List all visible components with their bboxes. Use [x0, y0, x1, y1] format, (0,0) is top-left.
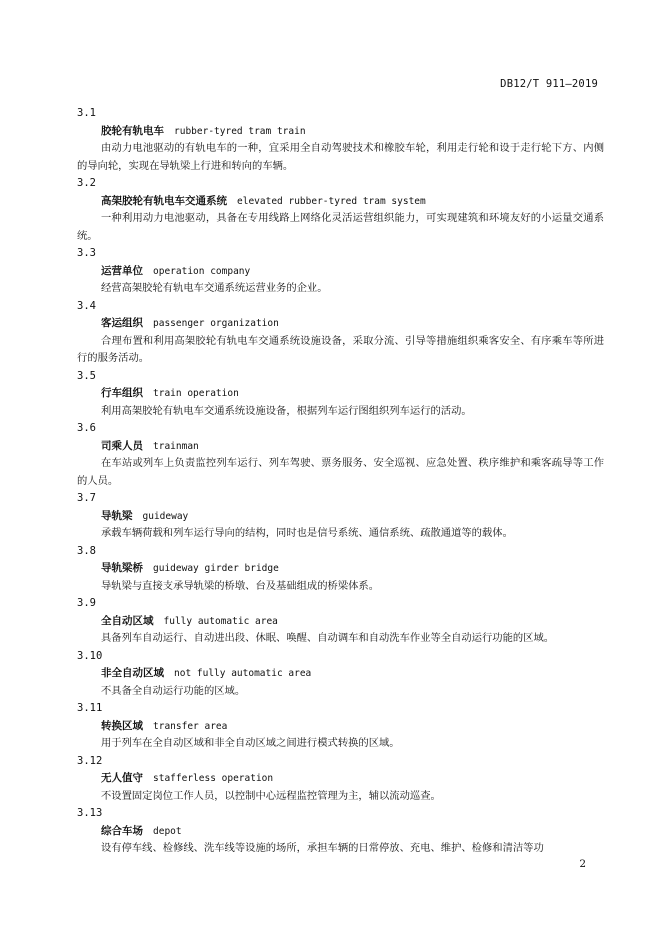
term-definition: 由动力电池驱动的有轨电车的一种，宜采用全自动驾驶技术和橡胶车轮，利用走行轮和设于走行轮下方、内侧的导向轮，实现在导轨梁上行进和转向的车辆。: [77, 142, 604, 172]
term-entry: [77, 805, 604, 858]
term-heading: [77, 560, 604, 578]
term-entry: [77, 490, 604, 543]
term-entry: [77, 245, 604, 298]
term-entries: [77, 105, 604, 858]
term-english: stafferless operation: [153, 773, 274, 784]
term-number: 3.10: [77, 649, 103, 662]
term-english: train operation: [153, 388, 239, 399]
term-definition: 不具备全自动运行功能的区域。: [101, 684, 246, 697]
term-chinese: 运营单位: [101, 264, 143, 277]
term-chinese: 客运组织: [101, 317, 143, 329]
term-chinese: 行车组织: [101, 387, 143, 399]
term-heading: [77, 665, 604, 683]
term-chinese: 无人值守: [101, 772, 143, 784]
term-definition: 承载车辆荷载和列车运行导向的结构，同时也是信号系统、通信系统、疏散通道等的载体。: [101, 527, 513, 539]
term-chinese: 高架胶轮有轨电车交通系统: [101, 194, 227, 207]
term-english: operation company: [153, 265, 251, 277]
term-english: rubber-tyred tram train: [174, 125, 306, 137]
term-definition: 合理布置和利用高架胶轮有轨电车交通系统设施设备，采取分流、引导等措施组织乘客安全、有序乘车等所进行的服务活动。: [77, 334, 604, 364]
term-heading: [77, 385, 604, 403]
term-chinese: 全自动区域: [101, 614, 154, 627]
term-entry: [77, 648, 604, 701]
term-english: fully automatic area: [163, 615, 278, 627]
term-entry: [77, 175, 604, 245]
term-heading: [77, 438, 604, 456]
term-definition: 不设置固定岗位工作人员，以控制中心远程监控管理为主，辅以流动巡查。: [101, 789, 441, 802]
term-number: 3.5: [77, 369, 96, 382]
term-entry: [77, 298, 604, 368]
term-number: 3.8: [77, 544, 96, 557]
term-entry: [77, 753, 604, 806]
term-definition: 利用高架胶轮有轨电车交通系统设施设备，根据列车运行图组织列车运行的活动。: [101, 404, 472, 417]
term-heading: [77, 508, 604, 526]
term-chinese: 导轨梁: [101, 509, 133, 522]
document-code: DB12/T 911—2019: [500, 78, 598, 90]
term-number: 3.2: [77, 177, 96, 189]
term-english: transfer area: [153, 720, 228, 732]
term-number: 3.9: [77, 597, 96, 609]
term-entry: [77, 543, 604, 596]
term-heading: [77, 315, 604, 333]
term-entry: [77, 368, 604, 421]
term-entry: [77, 105, 604, 175]
term-number: 3.11: [77, 702, 103, 714]
term-heading: [77, 718, 604, 736]
term-heading: [77, 823, 604, 841]
term-heading: [77, 263, 604, 281]
term-definition: 经营高架胶轮有轨电车交通系统运营业务的企业。: [101, 282, 328, 294]
term-number: 3.7: [77, 492, 96, 504]
term-chinese: 胶轮有轨电车: [101, 124, 164, 137]
term-number: 3.6: [77, 422, 96, 434]
term-number: 3.3: [77, 247, 96, 259]
term-english: passenger organization: [153, 318, 279, 329]
term-english: depot: [153, 825, 182, 837]
term-definition: 用于列车在全自动区域和非全自动区域之间进行模式转换的区域。: [101, 737, 400, 749]
term-chinese: 转换区域: [101, 719, 143, 732]
term-heading: [77, 613, 604, 631]
term-entry: [77, 420, 604, 490]
term-definition: 在车站或列车上负责监控列车运行、列车驾驶、票务服务、安全巡视、应急处置、秩序维护和乘客疏导等工作的人员。: [77, 457, 604, 487]
term-chinese: 非全自动区域: [101, 667, 164, 679]
term-number: 3.1: [77, 107, 96, 119]
page-number: 2: [579, 858, 586, 870]
term-heading: [77, 770, 604, 788]
term-number: 3.13: [77, 807, 103, 819]
term-english: elevated rubber-tyred tram system: [237, 195, 426, 207]
term-heading: [77, 123, 604, 141]
term-english: trainman: [153, 440, 199, 452]
term-english: guideway: [142, 510, 189, 522]
term-definition: 设有停车线、检修线、洗车线等设施的场所，承担车辆的日常停放、充电、维护、检修和清洁等功: [101, 842, 544, 854]
term-chinese: 导轨梁桥: [101, 562, 143, 574]
term-english: guideway girder bridge: [153, 563, 279, 574]
term-english: not fully automatic area: [174, 668, 312, 679]
term-definition: 具备列车自动运行、自动进出段、休眠、唤醒、自动调车和自动洗车作业等全自动运行功能的区域。: [101, 632, 555, 644]
term-entry: [77, 700, 604, 753]
term-definition: 导轨梁与直接支承导轨梁的桥墩、台及基础组成的桥梁体系。: [101, 579, 380, 592]
term-heading: [77, 193, 604, 211]
term-definition: 一种利用动力电池驱动，具备在专用线路上网络化灵活运营组织能力，可实现建筑和环境友好的小运量交通系统。: [77, 212, 604, 242]
term-number: 3.12: [77, 754, 103, 767]
term-chinese: 综合车场: [101, 824, 143, 837]
term-number: 3.4: [77, 299, 96, 312]
term-chinese: 司乘人员: [101, 439, 143, 452]
term-entry: [77, 595, 604, 648]
